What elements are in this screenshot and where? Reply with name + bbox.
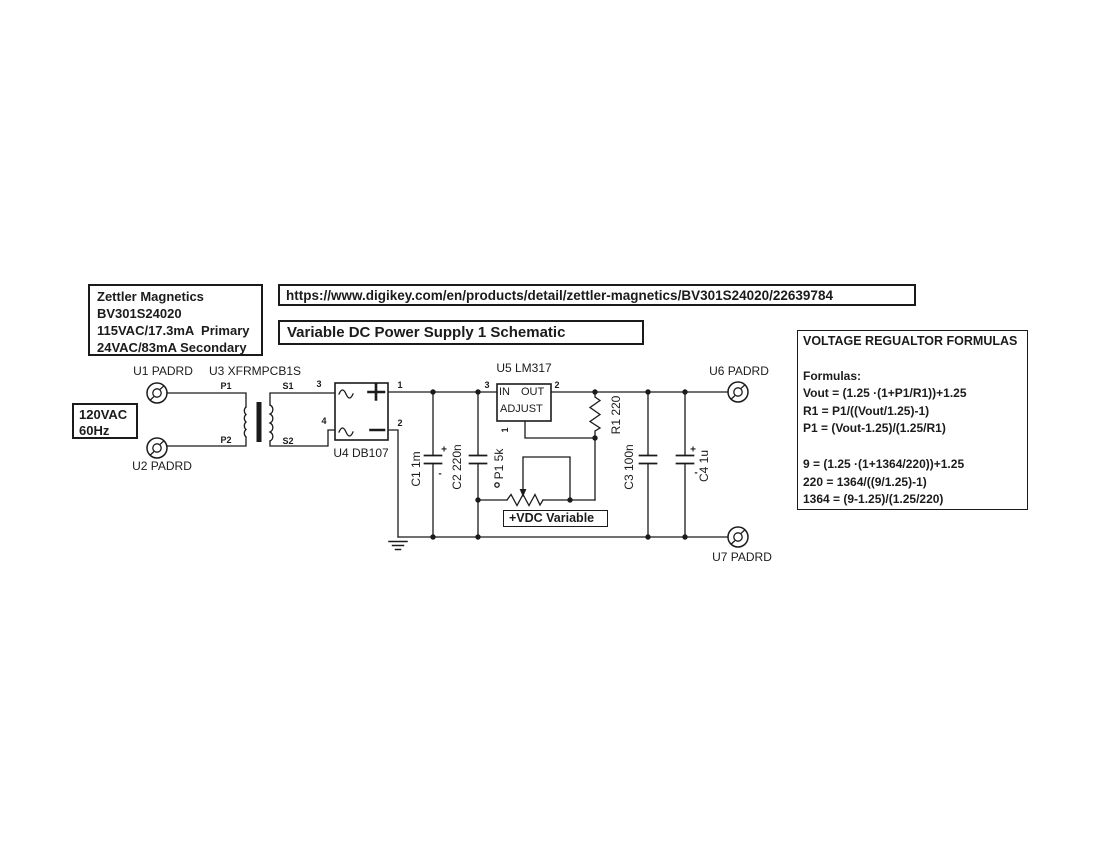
capacitor-c2	[470, 392, 487, 537]
ground-symbol	[389, 542, 407, 550]
formulas-heading: Formulas:	[803, 369, 862, 383]
label-p1-pot: P1 5k	[492, 448, 506, 480]
label-u1: U1 PADRD	[133, 364, 193, 378]
pin-p2: P2	[220, 435, 232, 445]
label-u2: U2 PADRD	[132, 459, 192, 473]
bridge-pin-4: 4	[321, 416, 327, 426]
regulator-out-label: OUT	[521, 386, 545, 398]
info-line: 115VAC/17.3mA Primary	[97, 323, 250, 338]
capacitor-c1	[425, 392, 442, 537]
label-r1: R1 220	[609, 395, 623, 435]
label-c2: C2 220n	[450, 444, 464, 490]
pin-s1: S1	[282, 381, 294, 391]
regulator-pin-2: 2	[554, 380, 560, 390]
c4-minus-mark: -	[694, 467, 698, 479]
formula-p1: P1 = (Vout-1.25)/(1.25/R1)	[803, 421, 946, 435]
pin-p1: P1	[220, 381, 232, 391]
bridge-pin-2: 2	[397, 418, 403, 428]
transformer	[167, 393, 335, 446]
regulator-in-label: IN	[499, 386, 510, 398]
ac-voltage: 120VAC	[79, 407, 128, 422]
regulator-pin-1: 1	[500, 427, 510, 433]
output-label-box: +VDC Variable	[503, 510, 608, 527]
label-u4: U4 DB107	[333, 446, 389, 460]
ac-frequency: 60Hz	[79, 423, 110, 438]
transformer-info-box	[88, 284, 263, 356]
example-vout: 9 = (1.25 ·(1+1364/220))+1.25	[803, 457, 965, 471]
formula-vout: Vout = (1.25 ·(1+P1/R1))+1.25	[803, 386, 967, 400]
example-r1: 220 = 1364/((9/1.25)-1)	[803, 474, 927, 489]
c4-plus-mark: +	[690, 444, 696, 456]
formulas-box	[797, 330, 1028, 510]
capacitor-c3	[640, 392, 657, 537]
datasheet-url: https://www.digikey.com/en/products/detail/zettler-magnetics/BV301S24020/22639784	[278, 284, 916, 306]
example-p1: 1364 = (9-1.25)/(1.25/220)	[803, 492, 944, 506]
pad-u7	[728, 527, 748, 547]
bridge-pin-3: 3	[316, 379, 322, 389]
formulas-title: VOLTAGE REGUALTOR FORMULAS	[803, 334, 1018, 348]
info-line: 24VAC/83mA Secondary	[97, 340, 247, 355]
pin-s2: S2	[282, 436, 294, 446]
label-u7: U7 PADRD	[712, 550, 772, 564]
label-u5: U5 LM317	[496, 361, 552, 375]
bridge-rectifier	[335, 383, 388, 440]
schematic-title: Variable DC Power Supply 1 Schematic	[278, 320, 644, 345]
pad-u1	[147, 383, 167, 403]
pad-u2	[147, 438, 167, 458]
regulator-adjust-label: ADJUST	[500, 403, 543, 415]
label-c1: C1 1m	[409, 451, 423, 487]
pad-u6	[728, 382, 748, 402]
adjust-wire	[525, 421, 595, 438]
label-c4: C4 1u	[697, 449, 711, 483]
c1-plus-mark: +	[441, 444, 447, 456]
label-c3: C3 100n	[622, 444, 636, 490]
info-line: Zettler Magnetics	[97, 289, 204, 304]
capacitor-c4	[677, 392, 694, 537]
resistor-r1	[590, 392, 600, 500]
label-u6: U6 PADRD	[709, 364, 769, 378]
regulator-pin-3: 3	[484, 380, 490, 390]
info-line: BV301S24020	[97, 306, 182, 321]
c1-minus-mark: -	[438, 468, 442, 480]
ac-source-box	[72, 403, 138, 439]
formula-r1: R1 = P1/((Vout/1.25)-1)	[803, 403, 930, 418]
bridge-pin-1: 1	[397, 380, 403, 390]
label-u3: U3 XFRMPCB1S	[208, 364, 302, 378]
